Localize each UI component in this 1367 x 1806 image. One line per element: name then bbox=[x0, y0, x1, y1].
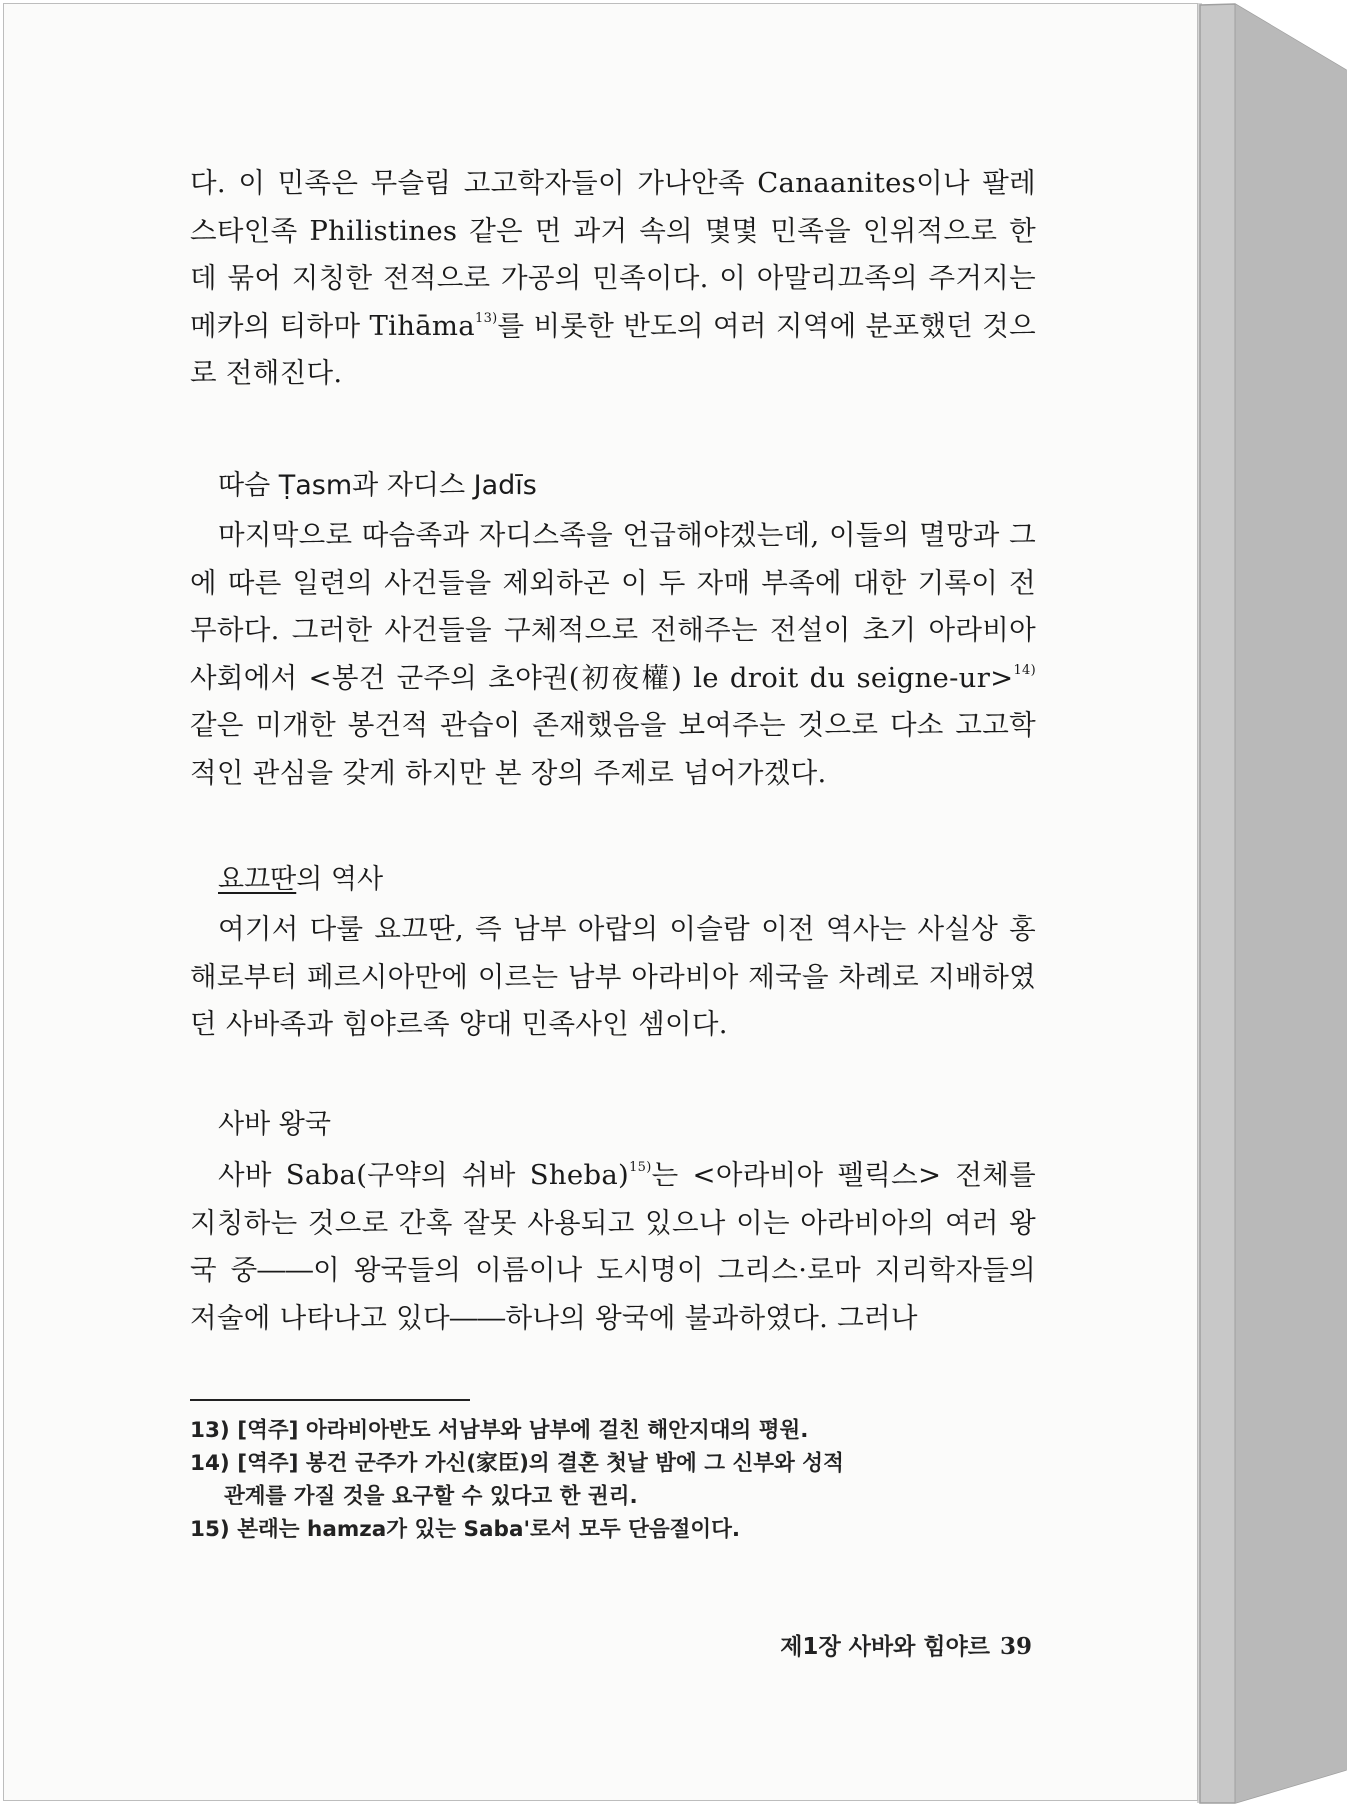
footnote-number: 14) bbox=[190, 1451, 230, 1476]
footnote-text-continued: 관계를 가질 것을 요구할 수 있다고 한 권리. bbox=[224, 1484, 638, 1509]
section-heading-tasm-jadis: 따슴 Ṭasm과 자디스 Jadīs bbox=[218, 470, 537, 501]
footnote-text: [역주] 아라비아반도 서남부와 남부에 걸친 해안지대의 평원. bbox=[237, 1418, 809, 1443]
paragraph-saba-text-b: 는 <아라비아 펠릭스> 전체를 지칭하는 것으로 간혹 잘못 사용되고 있으나 이는 아라비아의 여러 왕국 중――이 왕국들의 이름이나 도시명이 그리스·로마 지리학자들의 저술에 나타나고 있다――하나의 왕국에 불과하였다. 그러나 bbox=[190, 1159, 1036, 1334]
paragraph-yoqtan bbox=[190, 906, 1036, 1049]
section-heading-yoqtan-history bbox=[218, 862, 383, 898]
footnote-15 bbox=[190, 1513, 1036, 1546]
footnote-ref-13: 13) bbox=[475, 310, 498, 326]
paragraph-tasm-jadis bbox=[190, 512, 1036, 797]
running-footer bbox=[780, 1628, 1032, 1661]
paragraph-amalek bbox=[190, 160, 1036, 398]
heading-yoqtan-rest: 의 역사 bbox=[296, 864, 384, 895]
footnote-13 bbox=[190, 1414, 1036, 1447]
footnote-ref-15: 15) bbox=[629, 1160, 652, 1175]
paragraph-tasm-jadis-text-a: 마지막으로 따슴족과 자디스족을 언급해야겠는데, 이들의 멸망과 그에 따른 일련의 사건들을 제외하곤 이 두 자매 부족에 대한 기록이 전무하다. 그러한 사건들을 구체적으로 전해주는 전설이 초기 아라비아 사회에서 <봉건 군주의 초야권(初夜權) le droit du seigne-ur> bbox=[190, 519, 1036, 694]
section-heading-saba-kingdom: 사바 왕국 bbox=[218, 1109, 331, 1140]
footnote-number: 13) bbox=[190, 1418, 230, 1443]
footnote-14 bbox=[190, 1447, 1036, 1513]
page-number: 39 bbox=[999, 1633, 1032, 1660]
paragraph-tasm-jadis-text-b: 같은 미개한 봉건적 관습이 존재했음을 보여주는 것으로 다소 고고학적인 관심을 갖게 하지만 본 장의 주제로 넘어가겠다. bbox=[190, 709, 1036, 789]
paragraph-yoqtan-text: 여기서 다룰 요끄딴, 즉 남부 아랍의 이슬람 이전 역사는 사실상 홍해로부터 페르시아만에 이르는 남부 아라비아 제국을 차례로 지배하였던 사바족과 힘야르족 양대 민족사인 셈이다. bbox=[190, 913, 1036, 1040]
footnote-text: [역주] 봉건 군주가 가신(家臣)의 결혼 첫날 밤에 그 신부와 성적 bbox=[237, 1451, 844, 1476]
footnote-ref-14: 14) bbox=[1013, 662, 1036, 678]
paragraph-amalek-text-a: 다. 이 민족은 무슬림 고고학자들이 가나안족 Canaanites이나 팔레스타인족 Philistines 같은 먼 과거 속의 몇몇 민족을 인위적으로 한데 묶어 지칭한 전적으로 가공의 민족이다. 이 아말리끄족의 주거지는 메카의 티하마 Tihāma bbox=[190, 167, 1036, 342]
paragraph-saba-text-a: 사바 Saba(구약의 쉬바 Sheba) bbox=[218, 1159, 630, 1191]
running-footer-chapter: 제1장 사바와 힘야르 bbox=[780, 1634, 990, 1660]
heading-yoqtan-underlined: 요끄딴 bbox=[218, 864, 297, 895]
footnote-divider bbox=[190, 1399, 470, 1401]
footnotes bbox=[190, 1414, 1036, 1546]
paragraph-amalek-text-b: 를 비롯한 반도의 여러 지역에 분포했던 것으로 전해진다. bbox=[190, 309, 1036, 389]
footnote-number: 15) bbox=[190, 1517, 230, 1542]
paragraph-saba bbox=[190, 1152, 1036, 1342]
footnote-text: 본래는 hamza가 있는 Saba'로서 모두 단음절이다. bbox=[237, 1517, 741, 1542]
